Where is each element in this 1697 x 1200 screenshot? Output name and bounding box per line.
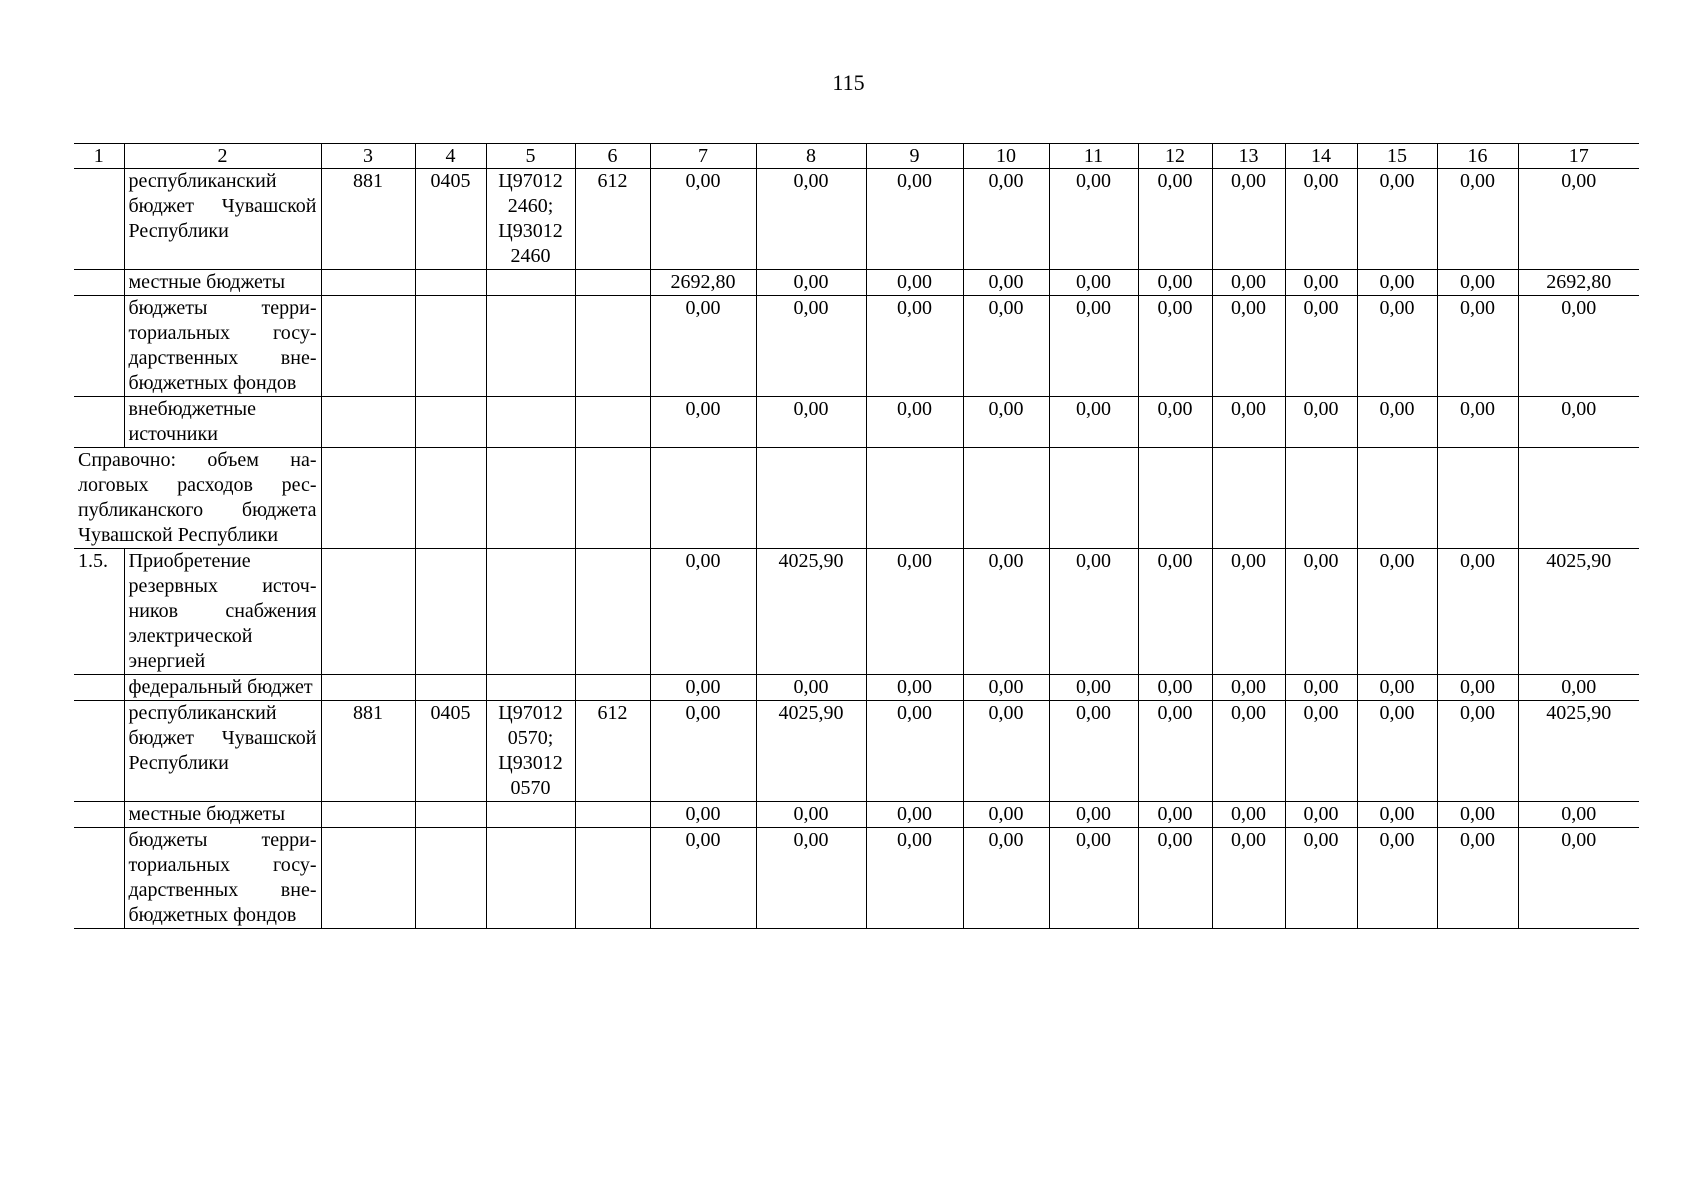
value-cell: 0,00 (1357, 828, 1437, 929)
value-cell: 0,00 (1049, 270, 1138, 296)
column-header-16: 16 (1437, 144, 1518, 169)
section-code-cell: 0405 (415, 701, 486, 802)
row-name-cell: республиканский бюджет Чувашской Республики (124, 169, 321, 270)
expense-type-cell (575, 397, 650, 448)
row-name-cell: местные бюджеты (124, 802, 321, 828)
value-cell: 2692,80 (1518, 270, 1639, 296)
value-cell: 0,00 (1212, 549, 1285, 675)
admin-code-cell (321, 675, 415, 701)
row-index-cell (74, 828, 124, 929)
value-cell: 0,00 (1212, 675, 1285, 701)
value-cell: 0,00 (963, 828, 1049, 929)
value-cell: 0,00 (1285, 675, 1357, 701)
table-row (74, 448, 1639, 549)
value-cell: 0,00 (1212, 296, 1285, 397)
empty-cell (486, 448, 575, 549)
value-cell: 0,00 (1437, 828, 1518, 929)
column-header-2: 2 (124, 144, 321, 169)
section-code-cell (415, 549, 486, 675)
row-index-cell (74, 270, 124, 296)
value-cell: 0,00 (756, 675, 866, 701)
value-cell: 0,00 (650, 296, 756, 397)
row-name-cell: внебюджетные источники (124, 397, 321, 448)
empty-cell (1357, 448, 1437, 549)
admin-code-cell: 881 (321, 701, 415, 802)
value-cell: 0,00 (1357, 675, 1437, 701)
empty-cell (415, 448, 486, 549)
admin-code-cell: 881 (321, 169, 415, 270)
section-code-cell (415, 675, 486, 701)
value-cell: 0,00 (1357, 549, 1437, 675)
section-code-cell (415, 828, 486, 929)
empty-cell (756, 448, 866, 549)
admin-code-cell (321, 270, 415, 296)
expense-type-cell (575, 802, 650, 828)
value-cell: 0,00 (1437, 802, 1518, 828)
empty-cell (650, 448, 756, 549)
admin-code-cell (321, 802, 415, 828)
section-code-cell (415, 296, 486, 397)
row-name-cell: бюджеты территориальных государственных внебюджетных фондов (124, 828, 321, 929)
row-index-cell (74, 397, 124, 448)
empty-cell (575, 448, 650, 549)
target-code-cell (486, 270, 575, 296)
row-index-cell (74, 675, 124, 701)
value-cell: 0,00 (1357, 397, 1437, 448)
value-cell: 0,00 (650, 549, 756, 675)
budget-table (74, 143, 1639, 929)
expense-type-cell: 612 (575, 701, 650, 802)
value-cell: 0,00 (1357, 270, 1437, 296)
value-cell: 0,00 (1049, 802, 1138, 828)
value-cell: 0,00 (1138, 169, 1212, 270)
value-cell: 0,00 (1138, 549, 1212, 675)
value-cell: 0,00 (756, 270, 866, 296)
value-cell: 0,00 (650, 828, 756, 929)
section-code-cell (415, 802, 486, 828)
expense-type-cell (575, 549, 650, 675)
target-code-cell (486, 828, 575, 929)
value-cell: 0,00 (1437, 701, 1518, 802)
value-cell: 0,00 (1285, 549, 1357, 675)
value-cell: 0,00 (866, 675, 963, 701)
target-code-cell (486, 296, 575, 397)
value-cell: 0,00 (1518, 828, 1639, 929)
column-header-12: 12 (1138, 144, 1212, 169)
table-row (74, 675, 1639, 701)
value-cell: 0,00 (1138, 270, 1212, 296)
value-cell: 0,00 (1212, 802, 1285, 828)
target-code-cell (486, 549, 575, 675)
row-name-cell: Приобретение резервных источников снабжения электрической энергией (124, 549, 321, 675)
expense-type-cell (575, 675, 650, 701)
value-cell: 4025,90 (756, 549, 866, 675)
value-cell: 0,00 (1049, 828, 1138, 929)
row-index-cell (74, 296, 124, 397)
value-cell: 0,00 (963, 802, 1049, 828)
expense-type-cell: 612 (575, 169, 650, 270)
value-cell: 0,00 (650, 397, 756, 448)
value-cell: 0,00 (1437, 549, 1518, 675)
table-row (74, 296, 1639, 397)
value-cell: 0,00 (866, 828, 963, 929)
column-header-13: 13 (1212, 144, 1285, 169)
value-cell: 0,00 (1049, 169, 1138, 270)
value-cell: 0,00 (866, 270, 963, 296)
expense-type-cell (575, 296, 650, 397)
value-cell: 4025,90 (756, 701, 866, 802)
column-header-7: 7 (650, 144, 756, 169)
empty-cell (1437, 448, 1518, 549)
value-cell: 0,00 (963, 296, 1049, 397)
value-cell: 0,00 (756, 296, 866, 397)
value-cell: 0,00 (866, 549, 963, 675)
value-cell: 0,00 (866, 296, 963, 397)
value-cell: 0,00 (866, 802, 963, 828)
value-cell: 0,00 (1518, 802, 1639, 828)
value-cell: 0,00 (1138, 675, 1212, 701)
value-cell: 0,00 (963, 270, 1049, 296)
value-cell: 0,00 (1212, 701, 1285, 802)
empty-cell (963, 448, 1049, 549)
value-cell: 0,00 (1285, 828, 1357, 929)
value-cell: 0,00 (1049, 397, 1138, 448)
table-body (74, 169, 1639, 929)
section-code-cell: 0405 (415, 169, 486, 270)
column-header-6: 6 (575, 144, 650, 169)
empty-cell (1138, 448, 1212, 549)
table-row (74, 270, 1639, 296)
target-code-cell (486, 675, 575, 701)
expense-type-cell (575, 828, 650, 929)
value-cell: 0,00 (1357, 169, 1437, 270)
target-code-cell: Ц97012 0570; Ц93012 0570 (486, 701, 575, 802)
row-index-cell (74, 701, 124, 802)
row-name-cell: бюджеты территориальных государственных внебюджетных фондов (124, 296, 321, 397)
value-cell: 0,00 (1437, 270, 1518, 296)
value-cell: 0,00 (650, 701, 756, 802)
admin-code-cell (321, 549, 415, 675)
table-row (74, 828, 1639, 929)
value-cell: 0,00 (1518, 675, 1639, 701)
value-cell: 0,00 (756, 828, 866, 929)
value-cell: 0,00 (1285, 270, 1357, 296)
page-number: 115 (832, 70, 865, 95)
column-header-1: 1 (74, 144, 124, 169)
column-header-15: 15 (1357, 144, 1437, 169)
column-header-11: 11 (1049, 144, 1138, 169)
value-cell: 0,00 (1437, 169, 1518, 270)
admin-code-cell (321, 296, 415, 397)
value-cell: 0,00 (963, 549, 1049, 675)
target-code-cell (486, 802, 575, 828)
row-name-cell: местные бюджеты (124, 270, 321, 296)
value-cell: 0,00 (1049, 549, 1138, 675)
value-cell: 4025,90 (1518, 549, 1639, 675)
value-cell: 0,00 (1212, 828, 1285, 929)
table-row (74, 701, 1639, 802)
value-cell: 0,00 (963, 169, 1049, 270)
value-cell: 0,00 (756, 169, 866, 270)
value-cell: 0,00 (1138, 701, 1212, 802)
value-cell: 0,00 (1049, 701, 1138, 802)
value-cell: 0,00 (1138, 828, 1212, 929)
value-cell: 0,00 (1357, 701, 1437, 802)
value-cell: 0,00 (1285, 169, 1357, 270)
value-cell: 0,00 (1437, 675, 1518, 701)
value-cell: 0,00 (1357, 296, 1437, 397)
column-header-5: 5 (486, 144, 575, 169)
table-row (74, 802, 1639, 828)
value-cell: 0,00 (650, 169, 756, 270)
row-index-cell (74, 169, 124, 270)
admin-code-cell (321, 397, 415, 448)
value-cell: 0,00 (1138, 397, 1212, 448)
value-cell: 0,00 (1518, 397, 1639, 448)
value-cell: 0,00 (1357, 802, 1437, 828)
value-cell: 0,00 (1518, 296, 1639, 397)
empty-cell (1049, 448, 1138, 549)
value-cell: 0,00 (866, 169, 963, 270)
value-cell: 0,00 (1138, 802, 1212, 828)
value-cell: 0,00 (756, 802, 866, 828)
empty-cell (1212, 448, 1285, 549)
table-row (74, 397, 1639, 448)
admin-code-cell (321, 828, 415, 929)
value-cell: 0,00 (1285, 397, 1357, 448)
column-header-14: 14 (1285, 144, 1357, 169)
value-cell: 0,00 (756, 397, 866, 448)
row-index-cell: 1.5. (74, 549, 124, 675)
value-cell: 0,00 (866, 701, 963, 802)
value-cell: 0,00 (1285, 296, 1357, 397)
value-cell: 0,00 (1437, 296, 1518, 397)
table-row (74, 549, 1639, 675)
value-cell: 2692,80 (650, 270, 756, 296)
column-header-3: 3 (321, 144, 415, 169)
value-cell: 0,00 (963, 675, 1049, 701)
column-header-4: 4 (415, 144, 486, 169)
empty-cell (866, 448, 963, 549)
section-code-cell (415, 397, 486, 448)
value-cell: 0,00 (650, 675, 756, 701)
table-row (74, 169, 1639, 270)
value-cell: 0,00 (963, 701, 1049, 802)
empty-cell (321, 448, 415, 549)
column-header-9: 9 (866, 144, 963, 169)
value-cell: 0,00 (1518, 169, 1639, 270)
value-cell: 0,00 (1049, 675, 1138, 701)
value-cell: 0,00 (650, 802, 756, 828)
header-row (74, 144, 1639, 169)
section-code-cell (415, 270, 486, 296)
expense-type-cell (575, 270, 650, 296)
row-index-cell (74, 802, 124, 828)
target-code-cell (486, 397, 575, 448)
value-cell: 0,00 (1212, 397, 1285, 448)
reference-note-cell: Справочно: объем налоговых расходов республиканского бюджета Чувашской Республики (74, 448, 321, 549)
value-cell: 0,00 (1138, 296, 1212, 397)
column-header-10: 10 (963, 144, 1049, 169)
empty-cell (1518, 448, 1639, 549)
value-cell: 0,00 (1437, 397, 1518, 448)
column-header-17: 17 (1518, 144, 1639, 169)
value-cell: 0,00 (1285, 701, 1357, 802)
value-cell: 0,00 (866, 397, 963, 448)
row-name-cell: республиканский бюджет Чувашской Республики (124, 701, 321, 802)
value-cell: 0,00 (1212, 270, 1285, 296)
value-cell: 0,00 (963, 397, 1049, 448)
target-code-cell: Ц97012 2460; Ц93012 2460 (486, 169, 575, 270)
value-cell: 0,00 (1285, 802, 1357, 828)
row-name-cell: федеральный бюджет (124, 675, 321, 701)
value-cell: 4025,90 (1518, 701, 1639, 802)
value-cell: 0,00 (1212, 169, 1285, 270)
column-header-8: 8 (756, 144, 866, 169)
value-cell: 0,00 (1049, 296, 1138, 397)
empty-cell (1285, 448, 1357, 549)
